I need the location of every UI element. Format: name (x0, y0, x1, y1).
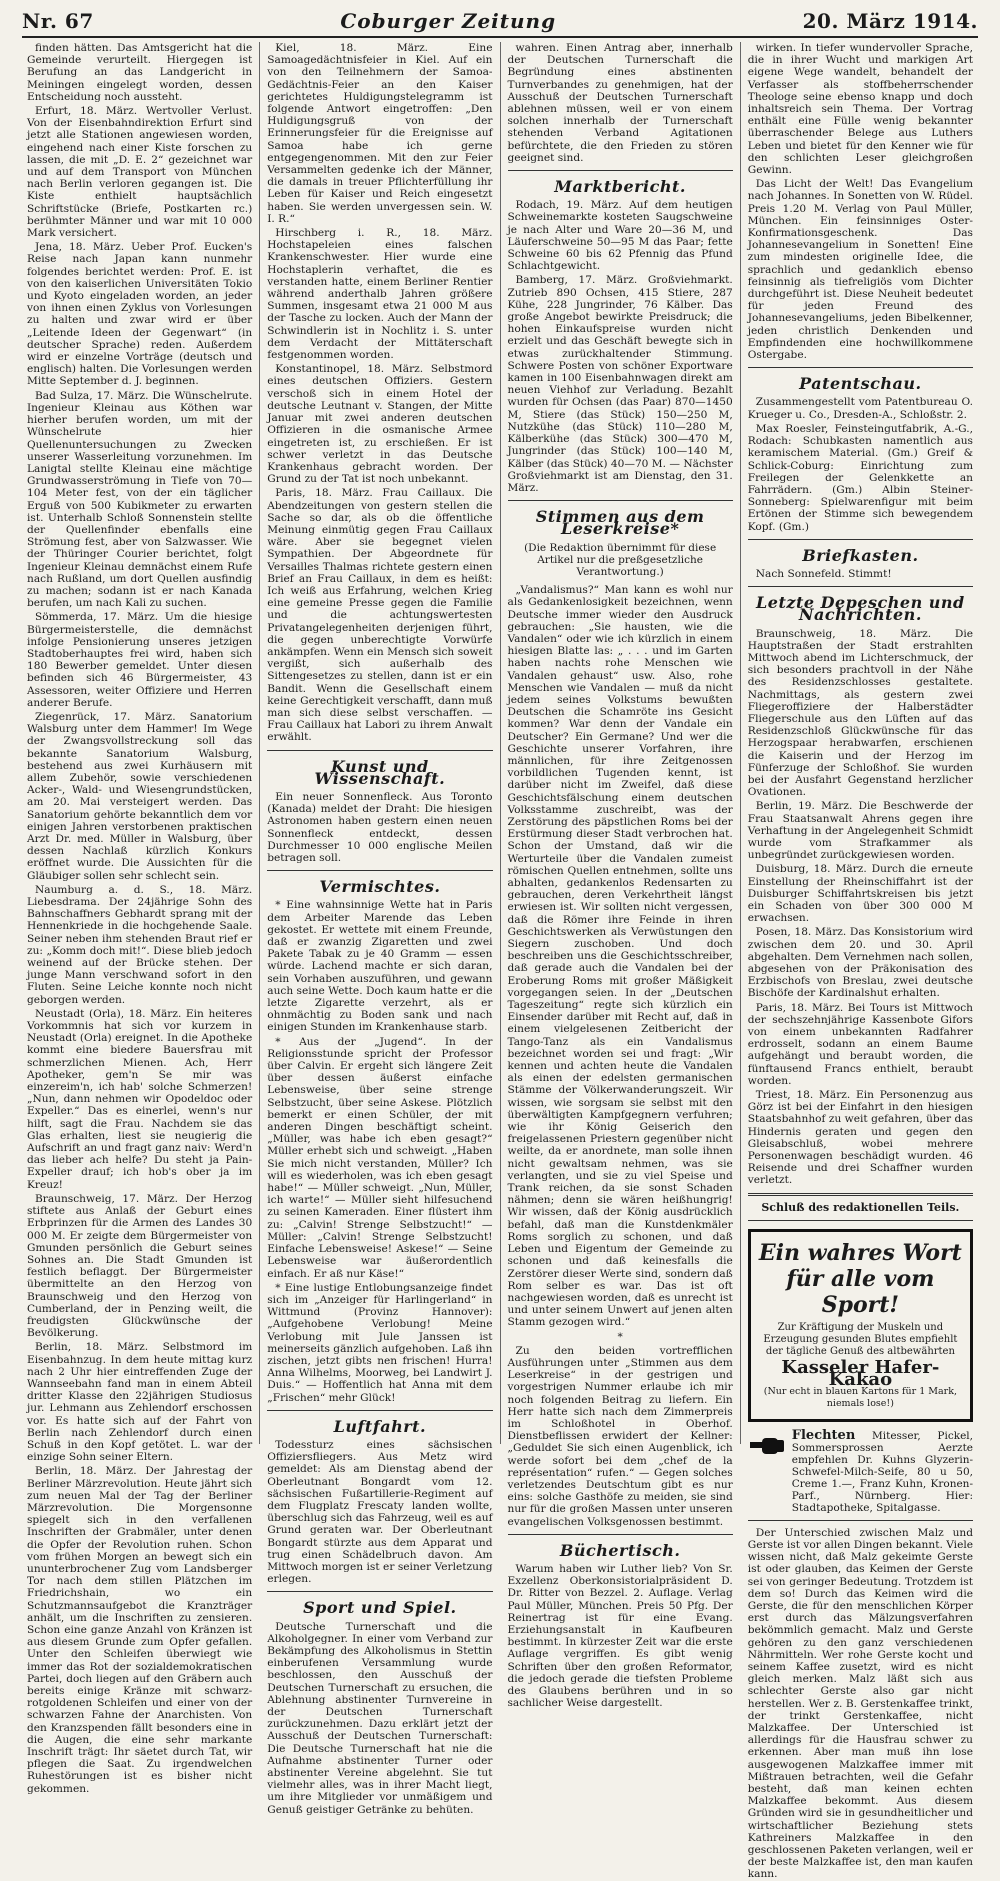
ad-fineprint: (Nur echt in blauen Kartons für 1 Mark, niemals lose!) (763, 1386, 957, 1410)
article-paragraph: Rodach, 19. März. Auf dem heutigen Schweinemarkte kosteten Saugschweine je nach Alter und Ware 20—36 M, und Läuferschweine 50—95 M das Paar; fette Schweine 60 bis 62 Pfennig das Pfund Schlachtgewicht. (507, 199, 733, 273)
columns-container (20, 42, 980, 1881)
article-paragraph: Todessturz eines sächsischen Offiziersfliegers. Aus Metz wird gemeldet: Als am Dienstag abend der Oberleutnant Bongardt vom 12. sächsischen Fußartillerie-Regiment auf dem Flugplatz Frescaty landen wollte, überschlug sich das Fahrzeug, weil es auf Grund geraten war. Der Oberleutnant Bongardt stürzte aus dem Apparat und trug einen Schädelbruch davon. Am Mittwoch morgen ist er seiner Verletzung erlegen. (267, 1438, 493, 1586)
newspaper-title: Coburger Zeitung (340, 9, 557, 33)
column-1 (20, 42, 260, 1795)
column-3 (501, 42, 741, 1710)
article-paragraph: Braunschweig, 18. März. Die Hauptstraßen der Stadt erstrahlten Mittwoch abend im Lichterschmuck, der sich besonders prachtvoll in der Nähe des Residenzschlosses gestaltete. Nachmittags, als gestern zwei Fliegeroffiziere der Halberstädter Fliegerschule aus den Lüften auf das Residenzschloß Glückwünsche für das Herzogspaar herabwarfen, erschienen die Kaiserin und der Herzog im Fünferzuge der Schloßhof. Sie wurden bei der Ausfahrt Gegenstand herzlicher Ovationen. (747, 627, 973, 799)
section-heading: Letzte Depeschen und Nachrichten. (756, 593, 965, 625)
section-rule (508, 500, 733, 501)
section-heading: Sport und Spiel. (303, 1598, 457, 1618)
column-4 (741, 42, 980, 1881)
section-rule (748, 1220, 973, 1221)
ad-title: Flechten (791, 1427, 856, 1443)
article-paragraph: Braunschweig, 17. März. Der Herzog stiftete aus Anlaß der Geburt eines Erbprinzen für die Armen des Landes 30 000 M. Er zeigte dem Bürgermeister von Gmunden persönlich die Geburt seines Sohnes an. Die Stadt Gmunden ist festlich beflaggt. Der Bürgermeister übermittelte an den Herzog von Braunschweig und den Herzog von Cumberland, der in Penzing weilt, die freudigsten Glückwünsche der Bevölkerung. (27, 1192, 253, 1340)
issue-number: Nr. 67 (22, 9, 94, 33)
article-paragraph: Sömmerda, 17. März. Um die hiesige Bürgermeisterstelle, die demnächst infolge Pensionierung unseres jetzigen Stadtoberhauptes frei wird, haben sich 180 Bewerber gemeldet. Unter diesen befinden sich 46 Bürgermeister, 43 Assessoren, weiter Offiziere und Herren anderer Berufe. (27, 611, 253, 709)
article-paragraph: Naumburg a. d. S., 18. März. Liebesdrama. Der 24jährige Sohn des Bahnschaffners Gebhardt sprang mit der Hennenkriede in die hochgehende Saale. Seiner neben ihm stehenden Braut rief er zu: „Komm doch mit!“. Diese blieb jedoch weinend auf der Brücke stehen. Der junge Mann verschwand sofort in den Fluten. Seine Leiche konnte noch nicht geborgen werden. (27, 883, 253, 1006)
article-paragraph: Bad Sulza, 17. März. Die Wünschelrute. Ingenieur Kleinau aus Köthen war hierher berufen worden, um mit der Wünschelrute hier Quellenuntersuchungen zu Zwecken unserer Wasserleitung vorzunehmen. Im Lanigtal stellte Kleinau eine mächtige Grundwasserströmung in Tiefe von 70—104 Meter fest, von der ein täglicher Erguß von 500 Kubikmeter zu erwarten ist. Unterhalb Schloß Sonnenstein stellte der Quellenfinder ebenfalls eine Strömung fest, aber von Salzwasser. Wie der Thüringer Courier berichtet, folgt Ingenieur Kleinau demnächst einem Rufe nach Rußland, um dort Quellen ausfindig zu machen; sodann ist er nach Kanada berufen, um nach Kali zu suchen. (27, 389, 253, 610)
section-heading: Briefkasten. (802, 545, 919, 565)
article-paragraph: Hirschberg i. R., 18. März. Hochstapeleien eines falschen Krankenschwester. Hier wurde eine Hochstaplerin verhaftet, die es verstanden hatte, einem Berliner Rentier während anderthalb Jahren größere Summen, insgesamt etwa 21 000 M aus der Tasche zu locken. Auch der Mann der Schwindlerin ist in Nochlitz i. S. unter dem Verdacht der Mittäterschaft festgenommen worden. (267, 227, 493, 362)
article-paragraph: Berlin, 18. März. Der Jahrestag der Berliner Märzrevolution. Heute jährt sich zum neuen Mal der Tag der Berliner Märzrevolution. Die Morgensonne spiegelt sich in den verfallenen Inschriften der Grabmäler, unter denen die Opfer der Revolution ruhen. Schon vom frühen Morgen an bewegt sich ein ununterbrochener Zug vom Landsberger Tor nach dem stillen Plätzchen im Friedrichshain, wo ein Schutzmannsaufgebot die Kranzträger anhält, um die Inschriften zu zensieren. Schon eine ganze Anzahl von Kränzen ist aus diesem Grunde zum Opfer gefallen. Unter den Schleifen überwiegt wie immer das Rot der sozialdemokratischen Partei, doch liegen auf den Gräbern auch bereits einige Kränze mit schwarz-rotgoldenen Schleifen und einer von der schwarzen Fahne der Anarchisten. Von den Kranzspenden fällt besonders eine in die Augen, die eine sehr markante Inschrift trägt: Ihr säetet durch Tat, wir pflegen die Saat. Zu irgendwelchen Ruhestörungen ist es bisher nicht gekommen. (27, 1465, 253, 1795)
article-paragraph: Deutsche Turnerschaft und die Alkoholgegner. In einer vom Verband zur Bekämpfung des Alkoholismus in Stettin einberufenen Versammlung wurde beschlossen, den Ausschuß der Deutschen Turnerschaft zu ersuchen, die Ablehnung abstinenter Turnvereine in der Deutschen Turnerschaft zurückzunehmen. Dazu erklärt jetzt der Ausschuß der Deutschen Turnerschaft: Die Deutsche Turnerschaft hat nie die Aufnahme abstinenter Turner oder abstinenter Vereine abgelehnt. Sie tut vielmehr alles, was in ihrer Macht liegt, um ihre Mitglieder vor unmäßigem und Genuß geistiger Getränke zu behüten. (267, 1620, 493, 1816)
section-rule (748, 586, 973, 587)
section-heading: Patentschau. (799, 374, 922, 394)
article-paragraph: Ziegenrück, 17. März. Sanatorium Walsburg unter dem Hammer! Im Wege der Zwangsvollstreckung soll das bekannte Sanatorium Walsburg, bestehend aus zwei Kurhäusern mit allem Zubehör, sowie verschiedenen Acker-, Wald- und Wiesengrundstücken, am 20. Mai versteigert werden. Das Sanatorium gehörte bekanntlich dem vor einigen Jahren verstorbenen praktischen Arzt Dr. med. Müller in Walsburg, über dessen Nachlaß kürzlich Konkurs eröffnet wurde. Die Aussichten für die Gläubiger sollen sehr schlecht sein. (27, 710, 253, 882)
article-paragraph: Posen, 18. März. Das Konsistorium wird zwischen dem 20. und 30. April abgehalten. Dem Vernehmen nach sollen, abgesehen von der Präkonisation des Erzbischofs von Breslau, zwei deutsche Bischöfe der Kardinalshut erhalten. (747, 926, 973, 1000)
section-rule (748, 1520, 973, 1521)
article-paragraph: Jena, 18. März. Ueber Prof. Eucken's Reise nach Japan kann nunmehr folgendes berichtet werden: Prof. E. ist von den kaiserlichen Universitäten Tokio und Kyoto eingeladen worden, an jeder von ihnen einen Zyklus von Vorlesungen zu halten und zwar wird er über „Leitende Ideen der Gegenwart“ (in deutscher Sprache) reden. Außerdem wird er einzelne Vorträge (deutsch und englisch) halten. Die Vorlesungen werden Mitte September d. J. beginnen. (27, 241, 253, 388)
section-rule (267, 750, 492, 751)
article-paragraph: Neustadt (Orla), 18. März. Ein heiteres Vorkommnis hat sich vor kurzem in Neustadt (Orla) ereignet. In die Apotheke kommt eine biedere Bauersfrau mit schmerzlichen Mienen. Ach, Herr Apotheker, gem'n Se mir was einzereim'n, ich hab' solche Schmerzen! „Nun, dann nehmen wir Opodeldoc oder Expeller.“ Das es einerlei, wenn's nur hilft, sagt die Frau. Nachdem sie das Glas erhalten, liest sie neugierig die Aufschrift an und fragt ganz naiv: Werd'n das lieber ach helfe? Du steht ja Pain-Expeller drauf; ich hob's ober ja im Kreuz! (27, 1007, 253, 1191)
issue-date: 20. März 1914. (802, 9, 978, 33)
article-paragraph: Paris, 18. März. Bei Tours ist Mittwoch der sechszehnjährige Kassenbote Gifors von einem unbekannten Radfahrer erdrosselt, sodann an einem Baume aufgehängt und beraubt worden, die fünftausend Francs enthielt, beraubt worden. (747, 1001, 973, 1087)
article-paragraph: Max Roesler, Feinsteingutfabrik, A.-G., Rodach: Schubkasten namentlich aus keramischem Material. (Gm.) Greif & Schlick-Coburg: Einrichtung zum Freilegen der Gelenkkette an Fahrrädern. (Gm.) Albin Steiner-Sonneberg: Spielwarenfigur mit beim Ertönen der Stimme sich bewegendem Kopf. (Gm.) (747, 422, 973, 533)
article-paragraph: Das Licht der Welt! Das Evangelium nach Johannes. In Sonetten von W. Rüdel. Preis 1.20 M. Verlag von Paul Müller, München. Ein feinsinniges Oster- Konfirmationsgeschenk. Das Johannesevangelium in Sonetten! Eine zum mindesten originelle Idee, die sprachlich und gedanklich ebenso feinsinnig als tiefreligiös vom Dichter durchgeführt ist. Diese Neuheit bedeutet für jeden Freund des Johannesevangeliums, jeden Bibelkenner, jeden christlich Denkenden und Empfindenden eine hochwillkommene Ostergabe. (747, 178, 973, 362)
section-heading: Vermischtes. (319, 877, 441, 897)
ad-brand: Kasseler Hafer-Kakao (781, 1356, 940, 1391)
article-paragraph: Berlin, 18. März. Selbstmord im Eisenbahnzug. In dem heute mittag kurz nach 2 Uhr hier eintreffenden Zuge der Wannseebahn fand man in einem Abteil dritter Klasse den 22jährigen Studiosus jur. Lehmann aus Zehlendorf erschossen vor. Es hatte sich auf der Fahrt von Berlin nach Zehlendorf durch einen Schuß in den Kopf getötet. L. war der einzige Sohn seiner Eltern. (27, 1341, 253, 1464)
section-rule (267, 1591, 492, 1592)
article-paragraph: wahren. Einen Antrag aber, innerhalb der Deutschen Turnerschaft die Begründung eines abstinenten Turnverbandes zu genehmigen, hat der Ausschuß der Deutschen Turnerschaft ablehnen müssen, weil er von einem solchen innerhalb der Turnerschaft stehenden Verband Agitationen befürchtete, die den Frieden zu stören geeignet sind. (507, 42, 733, 164)
editorial-end-note: Schluß des redaktionellen Teils. (761, 1200, 960, 1214)
ad-text: Mitesser, Pickel, Sommersprossen Aerzte empfehlen Dr. Kuhns Glyzerin-Schwefel-Milch-Seife, 80 u 50, Creme 1.—, Franz Kuhn, Kronen-Parf., Nürnberg. Hier: Stadtapotheke, Spitalgasse. (791, 1429, 974, 1514)
column-2 (260, 42, 500, 1816)
editorial-note: (Die Redaktion übernimmt für diese Artikel nur die preßgesetzliche Verantwortung.) (524, 541, 717, 578)
article-paragraph: Berlin, 19. März. Die Beschwerde der Frau Staatsanwalt Ahrens gegen ihre Verhaftung in der Angelegenheit Schmidt wurde vom Strafkammer als unbegründet zurückgewiesen worden. (747, 800, 973, 862)
article-paragraph: finden hätten. Das Amtsgericht hat die Gemeinde verurteilt. Hiergegen ist Berufung an das Landgericht in Meiningen eingelegt worden, dessen Entscheidung noch aussteht. (27, 42, 253, 103)
article-paragraph: „Vandalismus?“ Man kann es wohl nur als Gedankenlosigkeit bezeichnen, wenn Deutsche immer wieder den Ausdruck gebrauchen: „Sie hausten, wie die Vandalen“ oder wie ich kürzlich in einem hiesigen Blatte las: „ . . . und im Garten haben nachts rohe Menschen wie Vandalen gehaust“ usw. Also, rohe Menschen wie Vandalen — muß da nicht jedem seines Volkstums bewußten Deutschen die Schamröte ins Gesicht kommen? War denn der Vandale ein Deutscher? Ein Germane? Und wer die Geschichte unserer Vorfahren, ihre männlichen, für ihre Zeitgenossen vorbildlichen Tugenden kennt, ist darüber nicht im Zweifel, daß diese Geschichtsfälschung einem deutschen Volksstamme zuschreibt, was der Zerstörung des päpstlichen Roms bei der Erstürmung dieser Stadt verbrochen hat. Schon der Umstand, daß wir die Werturteile über die Vandalen zumeist römischen Quellen entnehmen, sollte uns abhalten, gedankenlos Redensarten zu gebrauchen, deren Verkehrtheit längst erwiesen ist. Wir sollten nicht vergessen, daß die Römer ihre Feinde in ihren Geschichtswerken als Verwüstungen den Siegern zuschoben. Und doch beschreiben uns die Geschichtsschreiber, daß gerade auch die Vandalen bei der Eroberung Roms mit großer Mäßigkeit vorgegangen seien. In der „Deutschen Tageszeitung“ regte sich kürzlich ein Einsender darüber mit Recht auf, daß in einem vielgelesenen Zeitbericht der Tango-Tanz als ein Vandalismus bezeichnet worden sei und fragt: „Wir kennen und achten heute die Vandalen als einen der edelsten germanischen Stämme der Völkerwanderungszeit. Wir wissen, wie sorgsam sie selbst mit den überwältigten Kampfgegnern verfuhren; wie ihr König Geiserich den freigelassenen Priestern gegenüber nicht weilte, da er anordnete, man solle ihnen nicht gewaltsam nehmen, was sie verlangten, und sie zu viel Speise und Trank reichen, da sie sonst Schaden nähmen; denn sie wären heißhungrig! Wir wissen, daß der König ausdrücklich befahl, daß man die Kunstdenkmäler Roms sorglich zu schonen, und daß Leben und Eigentum der Gemeinde zu schonen und daß keinesfalls die Zerstörer dieser Werte sind, sondern daß Rom selber es war. Das ist oft nachgewiesen worden, daß es unrecht ist und unter seinem Unwert auf jenen alten Stamm gezogen wird.“ (507, 584, 733, 1329)
article-paragraph: * Aus der „Jugend“. In der Religionsstunde spricht der Professor über Calvin. Er ergeht sich längere Zeit über dessen äußerst einfache Lebensweise, über seine strenge Selbstzucht, über seine Askese. Plötzlich bemerkt er einen Schüler, der mit anderen Dingen beschäftigt scheint. „Müller, was habe ich eben gesagt?“ Müller erhebt sich und schweigt. „Haben Sie mich nicht verstanden, Müller? Ich will es wiederholen, was ich eben gesagt habe!“ — Müller schweigt. „Nun, Müller, ich warte!“ — Müller sieht hilfesuchend zu seinen Kameraden. Einer flüstert ihm zu: „Calvin! Strenge Selbstzucht!“ — Müller: „Calvin! Strenge Selbstzucht! Einfache Lebensweise! Askese!“ — Seine Lebensweise war äußerordentlich einfach. Er aß nur Käse!“ (267, 1035, 493, 1280)
article-paragraph: Duisburg, 18. März. Durch die erneute Einstellung der Rheinschiffahrt ist der Duisburger Schiffahrtskreisen bis jetzt ein Schaden von über 300 000 M erwachsen. (747, 863, 973, 925)
article-paragraph: Nach Sonnefeld. Stimmt! (755, 567, 892, 580)
section-rule (267, 870, 492, 871)
article-paragraph: Bamberg, 17. März. Großviehmarkt. Zutrieb 890 Ochsen, 415 Stiere, 287 Kühe, 228 Jungrinder, 76 Kälber. Das große Angebot bewirkte Preisdruck; die hohen Einkaufspreise wurden nicht erzielt und das Geschäft bewegte sich in etwas zurückhaltender Stimmung. Schwere Posten von schöner Exportware kamen in 100 Eisenbahnwagen direkt am neuen Viehhof zur Verladung. Bezahlt wurden für Ochsen (das Paar) 870—1450 M, Stiere (das Stück) 150—250 M, Nutzkühe (das Stück) 110—280 M, Kälberkühe (das Stück) 300—470 M, Jungrinder (das Stück) 100—140 M, Kälber (das Stück) 40—70 M. — Nächster Großviehmarkt ist am Dienstag, den 31. März. (507, 274, 733, 494)
section-heading: Luftfahrt. (333, 1416, 427, 1436)
section-rule (508, 170, 733, 171)
section-heading: Marktbericht. (554, 177, 686, 197)
article-paragraph: Paris, 18. März. Frau Caillaux. Die Abendzeitungen von gestern stellen die Sache so dar, als ob die öffentliche Meinung einmütig gegen Frau Caillaux wäre. Aber sie begegnet vielen Sympathien. Der Abgeordnete für Versailles Thalmas richtete gestern einen Brief an Frau Caillaux, in dem es heißt: Ich weiß aus Erfahrung, welchen Krieg eine gemeine Presse gegen die Familie und die achtungswertesten Privatangelegenheiten derjenigen führt, die gegen unberechtigte Vorwürfe ankämpfen. Wenn ein Mensch sich soweit vergißt, sich außerhalb des Sittengesetzes zu stellen, dann ist er ein Bandit. Wenn die Gesellschaft einem keine Gerechtigkeit verschafft, dann muß man sich diese selbst verschaffen. — Frau Caillaux hat Labori zu ihrem Anwalt erwählt. (267, 487, 493, 744)
section-heading: Kunst und Wissenschaft. (314, 756, 446, 788)
ad-body (791, 1427, 974, 1514)
advertisement-hafer-kakao (748, 1229, 973, 1422)
article-paragraph: wirken. In tiefer wundervoller Sprache, die in ihrer Wucht und markigen Art eigene Wege wandelt, behandelt der Verfasser als stoffbeherrschender Theologe seine ebenso knapp und doch inhaltsreich sein Thema. Der Vortrag enthält eine Fülle wenig bekannter überraschender Belege aus Luthers Leben und bietet für den Kenner wie für den schlichten Leser gleichgroßen Gewinn. (747, 42, 973, 177)
article-paragraph: Zusammengestellt vom Patentbureau O. Krueger u. Co., Dresden-A., Schloßstr. 2. (747, 396, 973, 421)
article-paragraph: Erfurt, 18. März. Wertvoller Verlust. Von der Eisenbahndirektion Erfurt sind jetzt alle Stationen angewiesen worden, eingehend nach einer Kiste forschen zu lassen, die mit „D. E. 2“ gezeichnet war und auf dem Transport von München nach Berlin verloren gegangen ist. Die Kiste enthielt hauptsächlich Schriftstücke (Briefe, Postkarten rc.) berühmter Männer und war mit 10 000 Mark versichert. (27, 105, 253, 240)
separator-star: * (617, 1330, 623, 1343)
article-paragraph: * Eine wahnsinnige Wette hat in Paris dem Arbeiter Marende das Leben gekostet. Er wettete mit einem Freunde, daß er zwanzig Zigaretten und zwei Pakete Tabak zu je 40 Gramm — essen würde. Lachend machte er sich daran, sein Vorhaben auszuführen, und gewann auch seine Wette. Doch kaum hatte er die letzte Zigarette verzehrt, als er ohnmächtig zu Boden sank und nach einigen Stunden im Krankenhause starb. (267, 899, 493, 1034)
article-paragraph: Konstantinopel, 18. März. Selbstmord eines deutschen Offiziers. Gestern verschoß sich in einem Hotel der deutsche Leutnant v. Stangen, der Mitte Januar mit zwei anderen deutschen Offizieren in die osmanische Armee eingetreten ist, zu erschießen. Er ist schwer verletzt in das Deutsche Krankenhaus gebracht worden. Der Grund zu der Tat ist noch unbekannt. (267, 363, 493, 486)
advertisement-flechten (748, 1427, 974, 1514)
section-rule (748, 1193, 973, 1196)
article-paragraph: Zu den beiden vortrefflichen Ausführungen unter „Stimmen aus dem Leserkreise“ in der gestrigen und vorgestrigen Nummer erlaube ich mir noch folgenden Beitrag zu liefern. Ein Herr hatte sich nach dem Zimmerpreis im Schloßhotel in Oberhof. Dienstbeflissen erwidert der Kellner: „Geduldet Sie sich einen Augenblick, ich werde sofort bei dem „chef de la représentation“ rufen.“ — Gegen solches verletzendes Deutschtum gibt es nur eins: solche Gasthöfe zu meiden, sie sind nur für die großen Massen unter unseren evangelischen Volksgenossen bestimmt. (507, 1344, 733, 1528)
section-rule (748, 367, 973, 368)
pointing-hand-icon (748, 1430, 786, 1460)
section-rule (508, 1534, 733, 1535)
ad-headline: für alle vom Sport! (786, 1265, 935, 1318)
ad-subtext: Zur Kräftigung der Muskeln und Erzeugung gesunden Blutes empfiehlt der tägliche Genuß des altbewährten (763, 1321, 958, 1357)
article-paragraph: * Eine lustige Entlobungsanzeige findet sich im „Anzeiger für Harlingerland“ in Wittmund (Provinz Hannover): „Aufgehobene Verlobung! Meine Verlobung mit Jule Janssen ist meinerseits gänzlich aufgehoben. Laß ihn zischen, jetzt gibts nen frischen! Hurra! Anna Wilhelms, Moorweg, bei Landwirt J. Duis.“ — Hoffentlich hat Anna mit dem „Frischen“ mehr Glück! (267, 1281, 493, 1404)
article-paragraph: Der Unterschied zwischen Malz und Gerste ist vor allen Dingen bekannt. Viele wissen nicht, daß Malz gekeimte Gerste ist oder glauben, das Keimen der Gerste sei von geringer Bedeutung. Trotzdem ist dem so! Durch das Keimen wird die Gerste, die für den menschlichen Körper erst durch das Mälzungsverfahren bekömmlich gemacht. Malz und Gerste gehören zu den ganz verschiedenen Nährmitteln. Wer rohe Gerste kocht und seinem Kaffee zusetzt, wird es nicht gleich merken. Malz läßt sich aus schlechter Gerste also gar nicht herstellen. Wer z. B. Gerstenkaffee trinkt, der trinkt Gerstenkaffee, nicht Malzkaffee. Der Unterschied ist allerdings für die Hausfrau schwer zu erkennen. Aber man muß ihn lose ausgewogenen Malzkaffee immer mit Mißtrauen betrachten, weil die Gefahr besteht, daß man keinen echten Malzkaffee bekommt. Aus diesem Gründen wird sie in gesundheitlicher und wirtschaftlicher Beziehung stets Kathreiners Malzkaffee in den geschlossenen Paketen verlangen, weil er der beste Malzkaffee ist, den man kaufen kann. (747, 1526, 973, 1881)
section-heading: Stimmen aus dem Leserkreise* (535, 507, 705, 539)
article-paragraph: Warum haben wir Luther lieb? Von Sr. Exzellenz Oberkonsistorialpräsident D. Dr. Ritter von Bezzel. 2. Auflage. Verlag Paul Müller, München. Preis 50 Pfg. Der Reinertrag ist für eine Evang. Erziehungsanstalt in Kaufbeuren bestimmt. In kürzester Zeit war die erste Auflage vergriffen. Es gibt wenig Schriften über den großen Reformator, die jedoch gerade die tiefsten Probleme des Glaubens berühren und in so sachlicher Weise dargestellt. (507, 1562, 733, 1710)
section-rule (748, 539, 973, 540)
article-paragraph: Kiel, 18. März. Eine Samoagedächtnisfeier in Kiel. Auf ein von den Teilnehmern der Samoa-Gedächtnis-Feier an den Kaiser gerichtetes Huldigungstelegramm ist folgende Antwort eingetroffen: „Den Huldigungsgruß von der Erinnerungsfeier für die Ereignisse auf Samoa habe ich gerne entgegengenommen. Mit den zur Feier Versammelten gedenke ich der Männer, die damals in treuer Pflichterfüllung ihr Leben für Kaiser und Reich eingesetzt haben. Sie werden unvergessen sein. W. I. R.“ (267, 42, 493, 225)
section-heading: Büchertisch. (559, 1540, 681, 1560)
article-paragraph: Ein neuer Sonnenfleck. Aus Toronto (Kanada) meldet der Draht: Die hiesigen Astronomen haben gestern einen neuen Sonnenfleck entdeckt, dessen Durchmesser 10 000 englische Meilen betragen soll. (267, 790, 493, 864)
ad-headline: Ein wahres Wort (758, 1239, 962, 1266)
section-rule (267, 1410, 492, 1411)
masthead (22, 6, 978, 38)
article-paragraph: Triest, 18. März. Ein Personenzug aus Görz ist bei der Einfahrt in den hiesigen Staatsbahnhof zu weit gefahren, über das Hindernis geraten und gegen den Gleisabschluß, wobei mehrere Personenwagen beschädigt wurden. 46 Reisende und drei Schaffner wurden verletzt. (747, 1089, 973, 1187)
